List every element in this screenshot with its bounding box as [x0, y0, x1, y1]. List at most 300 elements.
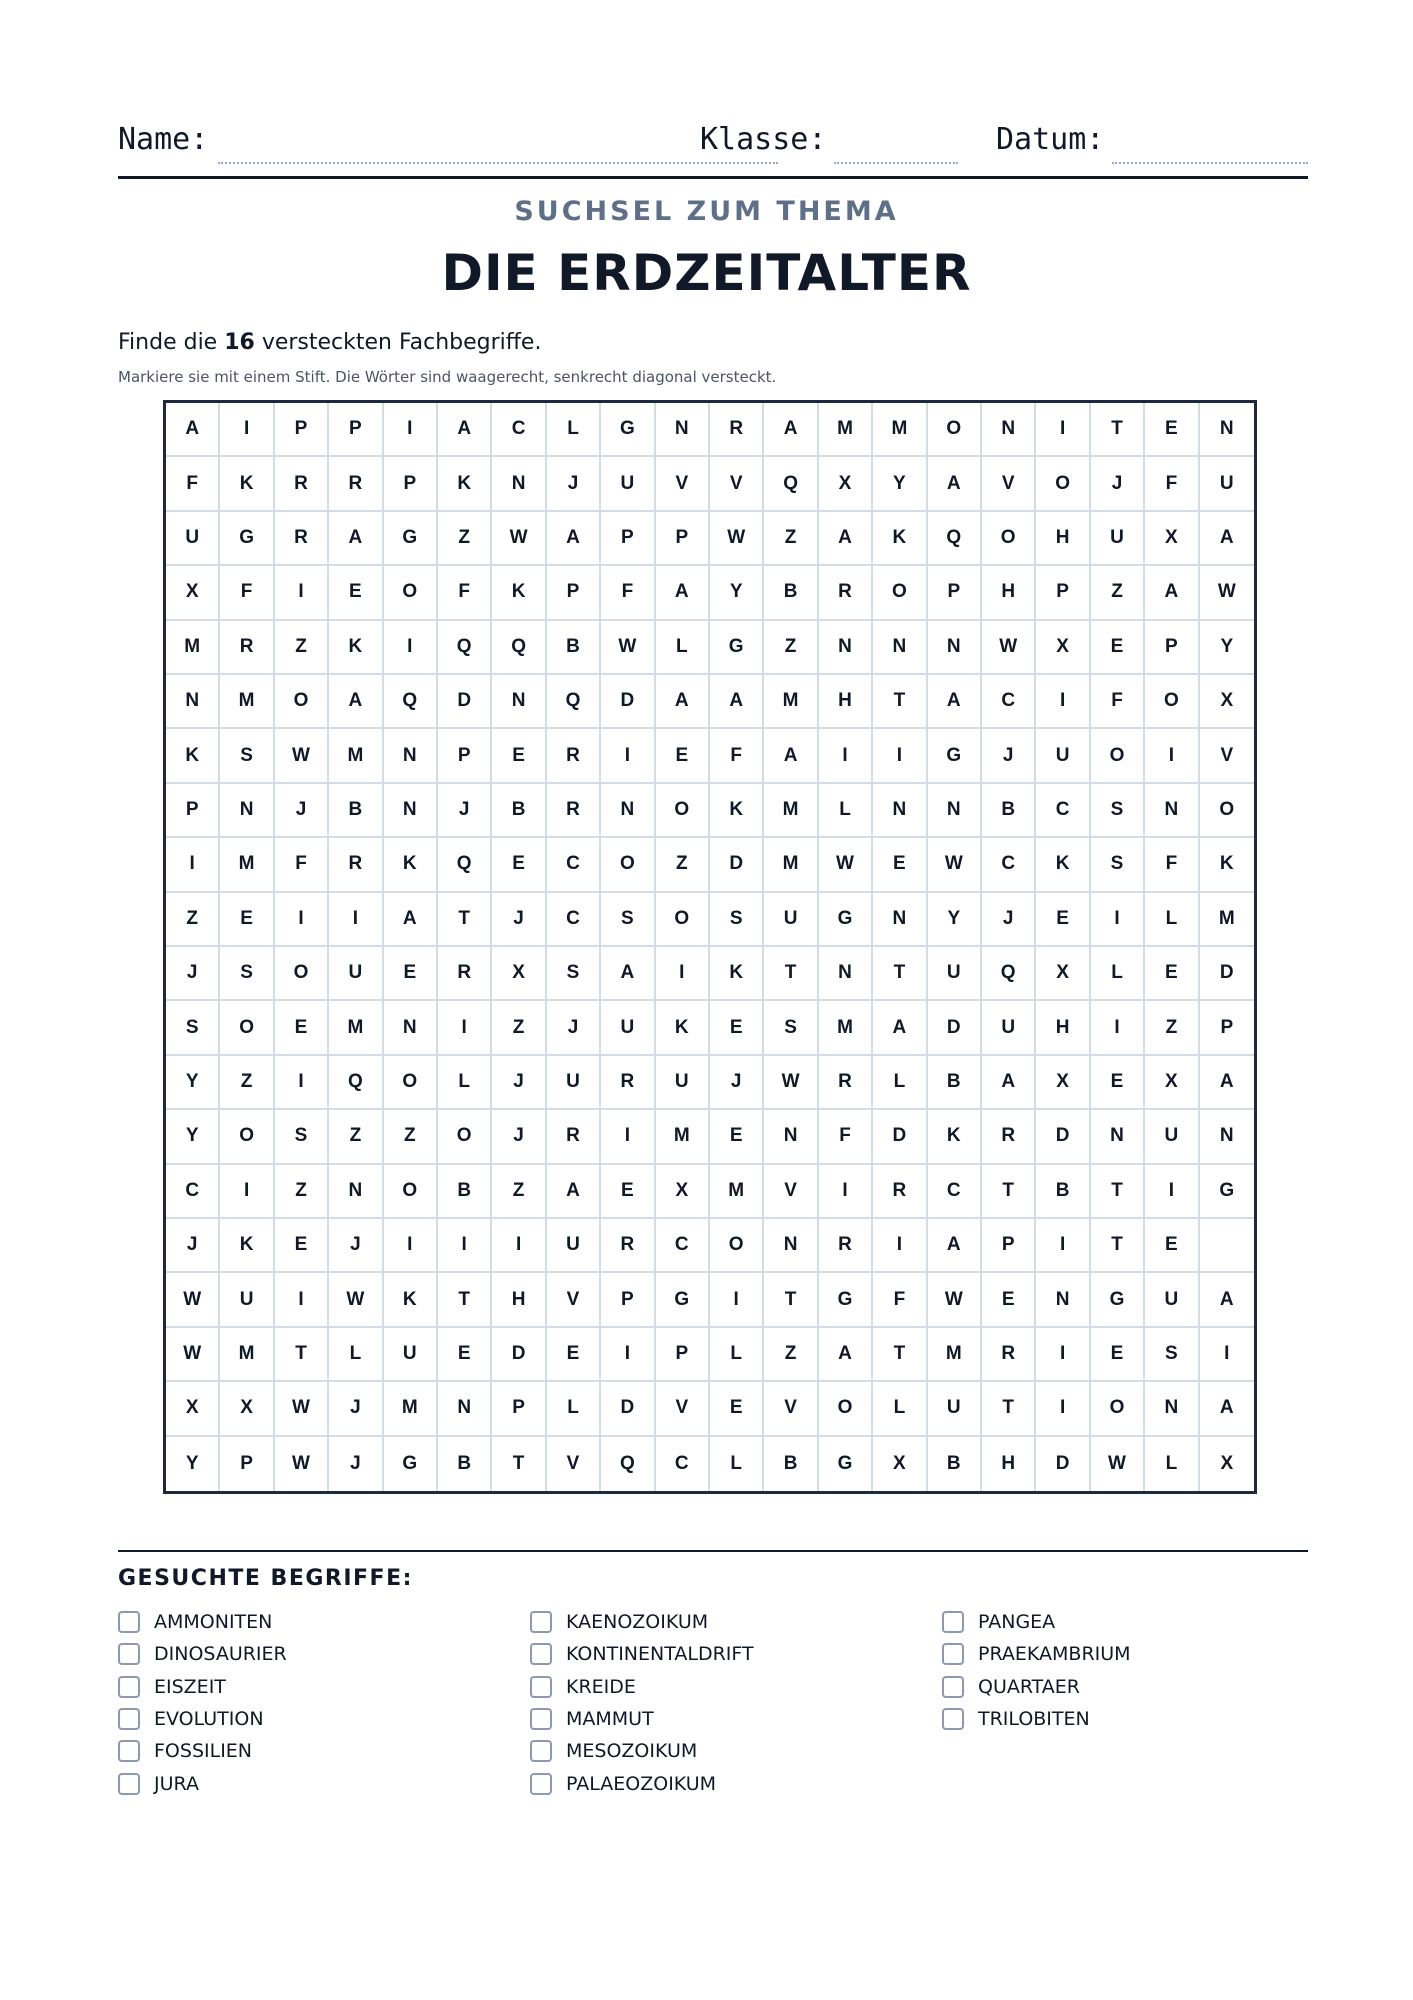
grid-cell[interactable]: G	[1091, 1273, 1145, 1327]
grid-cell[interactable]: J	[492, 1110, 546, 1164]
grid-cell[interactable]: O	[384, 1165, 438, 1219]
grid-cell[interactable]: N	[1145, 1382, 1199, 1436]
grid-cell[interactable]: J	[438, 784, 492, 838]
grid-cell[interactable]: N	[1145, 784, 1199, 838]
grid-cell[interactable]: D	[1200, 947, 1254, 1001]
grid-cell[interactable]: K	[710, 947, 764, 1001]
grid-cell[interactable]: S	[220, 729, 274, 783]
grid-cell[interactable]: Q	[982, 947, 1036, 1001]
grid-cell[interactable]: O	[1091, 1382, 1145, 1436]
grid-cell[interactable]: I	[384, 621, 438, 675]
grid-cell[interactable]: O	[1145, 675, 1199, 729]
grid-cell[interactable]: S	[166, 1001, 220, 1055]
grid-cell[interactable]: U	[547, 1056, 601, 1110]
grid-cell[interactable]: L	[438, 1056, 492, 1110]
grid-cell[interactable]: O	[384, 1056, 438, 1110]
grid-cell[interactable]: Q	[764, 457, 818, 511]
grid-cell[interactable]: X	[1220, 1452, 1234, 1474]
grid-cell[interactable]: L	[1145, 893, 1199, 947]
grid-cell[interactable]: A	[329, 512, 383, 566]
grid-cell[interactable]: U	[547, 1219, 601, 1273]
grid-cell[interactable]: E	[384, 947, 438, 1001]
grid-cell[interactable]: R	[329, 457, 383, 511]
grid-cell[interactable]: A	[547, 512, 601, 566]
grid-cell[interactable]: Q	[601, 1437, 655, 1491]
grid-cell[interactable]: V	[547, 1437, 601, 1491]
grid-cell[interactable]: P	[492, 1382, 546, 1436]
grid-cell[interactable]: B	[547, 621, 601, 675]
grid-cell[interactable]: M	[819, 403, 873, 457]
grid-cell[interactable]: I	[438, 1219, 492, 1273]
grid-cell[interactable]: J	[710, 1056, 764, 1110]
grid-cell[interactable]: E	[1036, 893, 1090, 947]
grid-cell[interactable]: N	[873, 621, 927, 675]
grid-cell[interactable]: W	[928, 1273, 982, 1327]
grid-cell[interactable]: R	[819, 1056, 873, 1110]
grid-cell[interactable]: T	[1091, 1219, 1145, 1273]
grid-cell[interactable]: O	[656, 784, 710, 838]
grid-cell[interactable]: E	[1145, 403, 1199, 457]
grid-cell[interactable]: I	[1036, 403, 1090, 457]
grid-cell[interactable]: Y	[873, 457, 927, 511]
grid-cell[interactable]: F	[166, 457, 220, 511]
grid-cell[interactable]: E	[438, 1328, 492, 1382]
grid-cell[interactable]: G	[819, 1273, 873, 1327]
grid-cell[interactable]: U	[982, 1001, 1036, 1055]
grid-cell[interactable]: F	[873, 1273, 927, 1327]
grid-cell[interactable]: E	[275, 1001, 329, 1055]
grid-cell[interactable]: A	[819, 512, 873, 566]
grid-cell[interactable]: L	[710, 1328, 764, 1382]
grid-cell[interactable]: B	[764, 566, 818, 620]
word-checkbox[interactable]	[118, 1708, 140, 1730]
grid-cell[interactable]: W	[275, 729, 329, 783]
grid-cell[interactable]: N	[873, 893, 927, 947]
word-checkbox[interactable]	[118, 1676, 140, 1698]
grid-cell[interactable]: L	[819, 784, 873, 838]
grid-cell[interactable]: I	[601, 1328, 655, 1382]
grid-cell[interactable]: U	[1145, 1273, 1199, 1327]
grid-cell[interactable]: P	[220, 1437, 274, 1491]
grid-cell[interactable]: L	[547, 1382, 601, 1436]
grid-cell[interactable]: R	[710, 403, 764, 457]
grid-cell[interactable]: N	[220, 784, 274, 838]
grid-cell[interactable]: P	[1200, 1001, 1254, 1055]
grid-cell[interactable]: C	[547, 893, 601, 947]
grid-cell[interactable]: Z	[166, 893, 220, 947]
grid-cell[interactable]: L	[710, 1437, 764, 1491]
grid-cell[interactable]: Z	[438, 512, 492, 566]
grid-cell[interactable]: N	[329, 1165, 383, 1219]
grid-cell[interactable]: W	[1091, 1437, 1145, 1491]
grid-cell[interactable]: G	[928, 729, 982, 783]
grid-cell[interactable]: U	[601, 457, 655, 511]
grid-cell[interactable]: X	[819, 457, 873, 511]
word-checkbox[interactable]	[530, 1611, 552, 1633]
grid-cell[interactable]: I	[1145, 1165, 1199, 1219]
grid-cell[interactable]: W	[819, 838, 873, 892]
grid-cell[interactable]: T	[764, 1273, 818, 1327]
grid-cell[interactable]: J	[275, 784, 329, 838]
grid-cell[interactable]: O	[220, 1110, 274, 1164]
word-search-grid[interactable]	[163, 400, 1257, 1494]
grid-cell[interactable]: F	[1145, 838, 1199, 892]
grid-cell[interactable]: O	[275, 947, 329, 1001]
grid-cell[interactable]: V	[764, 1165, 818, 1219]
grid-cell[interactable]: Y	[166, 1437, 220, 1491]
grid-cell[interactable]: T	[1091, 1165, 1145, 1219]
grid-cell[interactable]: I	[601, 729, 655, 783]
grid-cell[interactable]: C	[656, 1437, 710, 1491]
grid-cell[interactable]: T	[438, 1273, 492, 1327]
grid-cell[interactable]: T	[438, 893, 492, 947]
grid-cell[interactable]: N	[384, 729, 438, 783]
grid-cell[interactable]: O	[220, 1001, 274, 1055]
grid-cell[interactable]: V	[656, 457, 710, 511]
grid-cell[interactable]: C	[166, 1165, 220, 1219]
grid-cell[interactable]: E	[601, 1165, 655, 1219]
grid-cell[interactable]: A	[764, 403, 818, 457]
grid-cell[interactable]: E	[1145, 947, 1199, 1001]
grid-cell[interactable]: N	[492, 675, 546, 729]
grid-cell[interactable]: G	[384, 1437, 438, 1491]
grid-cell[interactable]: M	[329, 729, 383, 783]
grid-cell[interactable]: W	[601, 621, 655, 675]
grid-cell[interactable]: B	[928, 1437, 982, 1491]
grid-cell[interactable]: Z	[275, 621, 329, 675]
grid-cell[interactable]: Y	[710, 566, 764, 620]
word-checkbox[interactable]	[530, 1676, 552, 1698]
grid-cell[interactable]: A	[166, 403, 220, 457]
grid-cell[interactable]: X	[656, 1165, 710, 1219]
grid-cell[interactable]: I	[601, 1110, 655, 1164]
grid-cell[interactable]: P	[166, 784, 220, 838]
grid-cell[interactable]: A	[1200, 512, 1254, 566]
date-field[interactable]	[1112, 162, 1308, 164]
grid-cell[interactable]: M	[764, 784, 818, 838]
grid-cell[interactable]: M	[329, 1001, 383, 1055]
grid-cell[interactable]: I	[1036, 675, 1090, 729]
grid-cell[interactable]: N	[819, 621, 873, 675]
grid-cell[interactable]: M	[384, 1382, 438, 1436]
grid-cell[interactable]: R	[601, 1219, 655, 1273]
class-field[interactable]	[834, 162, 958, 164]
grid-cell[interactable]: G	[819, 1437, 873, 1491]
word-checkbox[interactable]	[118, 1740, 140, 1762]
grid-cell[interactable]: C	[982, 838, 1036, 892]
grid-cell[interactable]: X	[873, 1437, 927, 1491]
grid-cell[interactable]: U	[601, 1001, 655, 1055]
grid-cell[interactable]	[1200, 1219, 1254, 1273]
grid-cell[interactable]: R	[819, 566, 873, 620]
grid-cell[interactable]: T	[764, 947, 818, 1001]
grid-cell[interactable]: A	[1200, 1382, 1254, 1436]
grid-cell[interactable]: I	[275, 1273, 329, 1327]
grid-cell[interactable]: B	[329, 784, 383, 838]
grid-cell[interactable]: W	[492, 512, 546, 566]
grid-cell[interactable]: N	[819, 947, 873, 1001]
grid-cell[interactable]: T	[1091, 403, 1145, 457]
grid-cell[interactable]: A	[656, 566, 710, 620]
grid-cell[interactable]: A	[873, 1001, 927, 1055]
grid-cell[interactable]: R	[329, 838, 383, 892]
grid-cell[interactable]: H	[982, 566, 1036, 620]
grid-cell[interactable]: A	[329, 675, 383, 729]
grid-cell[interactable]: N	[764, 1219, 818, 1273]
grid-cell[interactable]: F	[275, 838, 329, 892]
grid-cell[interactable]: P	[982, 1219, 1036, 1273]
grid-cell[interactable]: D	[1036, 1437, 1090, 1491]
grid-cell[interactable]: K	[873, 512, 927, 566]
grid-cell[interactable]: Z	[764, 1328, 818, 1382]
grid-cell[interactable]: N	[438, 1382, 492, 1436]
grid-cell[interactable]: T	[492, 1437, 546, 1491]
grid-cell[interactable]: E	[982, 1273, 1036, 1327]
grid-cell[interactable]: H	[492, 1273, 546, 1327]
grid-cell[interactable]: U	[1036, 729, 1090, 783]
grid-cell[interactable]: B	[492, 784, 546, 838]
grid-cell[interactable]: N	[873, 784, 927, 838]
grid-cell[interactable]: N	[492, 457, 546, 511]
grid-cell[interactable]: N	[764, 1110, 818, 1164]
grid-cell[interactable]: I	[1200, 1328, 1254, 1382]
grid-cell[interactable]: B	[438, 1437, 492, 1491]
grid-cell[interactable]: A	[1200, 1273, 1254, 1327]
grid-cell[interactable]: Z	[492, 1165, 546, 1219]
grid-cell[interactable]: U	[220, 1273, 274, 1327]
grid-cell[interactable]: L	[1145, 1437, 1199, 1491]
grid-cell[interactable]: C	[928, 1165, 982, 1219]
grid-cell[interactable]: Y	[166, 1056, 220, 1110]
grid-cell[interactable]: M	[764, 675, 818, 729]
grid-cell[interactable]: S	[220, 947, 274, 1001]
grid-cell[interactable]: A	[1200, 1056, 1254, 1110]
grid-cell[interactable]: R	[547, 1110, 601, 1164]
grid-cell[interactable]: R	[275, 457, 329, 511]
grid-cell[interactable]: P	[1145, 621, 1199, 675]
grid-cell[interactable]: V	[764, 1382, 818, 1436]
grid-cell[interactable]: X	[1036, 621, 1090, 675]
grid-cell[interactable]: W	[329, 1273, 383, 1327]
grid-cell[interactable]: N	[1200, 1110, 1254, 1164]
grid-cell[interactable]: J	[329, 1437, 383, 1491]
grid-cell[interactable]: M	[764, 838, 818, 892]
grid-cell[interactable]: I	[166, 838, 220, 892]
grid-cell[interactable]: H	[1036, 1001, 1090, 1055]
grid-cell[interactable]: N	[1036, 1273, 1090, 1327]
grid-cell[interactable]: D	[873, 1110, 927, 1164]
grid-cell[interactable]: F	[601, 566, 655, 620]
grid-cell[interactable]: S	[1091, 784, 1145, 838]
grid-cell[interactable]: U	[764, 893, 818, 947]
grid-cell[interactable]: D	[710, 838, 764, 892]
grid-cell[interactable]: B	[982, 784, 1036, 838]
grid-cell[interactable]: C	[547, 838, 601, 892]
grid-cell[interactable]: A	[982, 1056, 1036, 1110]
grid-cell[interactable]: C	[982, 675, 1036, 729]
grid-cell[interactable]: B	[928, 1056, 982, 1110]
grid-cell[interactable]: R	[438, 947, 492, 1001]
grid-cell[interactable]: I	[1091, 1001, 1145, 1055]
grid-cell[interactable]: F	[438, 566, 492, 620]
grid-cell[interactable]: I	[1036, 1382, 1090, 1436]
grid-cell[interactable]: I	[275, 1056, 329, 1110]
word-checkbox[interactable]	[530, 1708, 552, 1730]
grid-cell[interactable]: G	[220, 512, 274, 566]
grid-cell[interactable]: D	[438, 675, 492, 729]
grid-cell[interactable]: E	[710, 1382, 764, 1436]
word-checkbox[interactable]	[942, 1611, 964, 1633]
grid-cell[interactable]: M	[220, 838, 274, 892]
grid-cell[interactable]: Z	[275, 1165, 329, 1219]
grid-cell[interactable]: K	[220, 1219, 274, 1273]
grid-cell[interactable]: T	[982, 1165, 1036, 1219]
grid-cell[interactable]: G	[819, 893, 873, 947]
grid-cell[interactable]: K	[1036, 838, 1090, 892]
grid-cell[interactable]: I	[1036, 1219, 1090, 1273]
grid-cell[interactable]: P	[656, 512, 710, 566]
grid-cell[interactable]: U	[1145, 1110, 1199, 1164]
grid-cell[interactable]: I	[819, 1165, 873, 1219]
grid-cell[interactable]: O	[873, 566, 927, 620]
grid-cell[interactable]: O	[438, 1110, 492, 1164]
grid-cell[interactable]: B	[438, 1165, 492, 1219]
grid-cell[interactable]: S	[764, 1001, 818, 1055]
grid-cell[interactable]: N	[928, 621, 982, 675]
grid-cell[interactable]: I	[873, 729, 927, 783]
grid-cell[interactable]: M	[819, 1001, 873, 1055]
grid-cell[interactable]: C	[492, 403, 546, 457]
grid-cell[interactable]: R	[819, 1219, 873, 1273]
grid-cell[interactable]: D	[601, 1382, 655, 1436]
grid-cell[interactable]: U	[1200, 457, 1254, 511]
grid-cell[interactable]: R	[873, 1165, 927, 1219]
grid-cell[interactable]: T	[275, 1328, 329, 1382]
grid-cell[interactable]: G	[1200, 1165, 1254, 1219]
grid-cell[interactable]: D	[601, 675, 655, 729]
grid-cell[interactable]: I	[275, 893, 329, 947]
grid-cell[interactable]: U	[329, 947, 383, 1001]
grid-cell[interactable]: X	[166, 566, 220, 620]
grid-cell[interactable]: T	[873, 947, 927, 1001]
grid-cell[interactable]: N	[1091, 1110, 1145, 1164]
word-checkbox[interactable]	[530, 1643, 552, 1665]
grid-cell[interactable]: N	[656, 403, 710, 457]
grid-cell[interactable]: S	[710, 893, 764, 947]
grid-cell[interactable]: I	[384, 1219, 438, 1273]
grid-cell[interactable]: M	[928, 1328, 982, 1382]
grid-cell[interactable]: W	[710, 512, 764, 566]
grid-cell[interactable]: K	[384, 1273, 438, 1327]
grid-cell[interactable]: I	[1145, 729, 1199, 783]
grid-cell[interactable]: Z	[1091, 566, 1145, 620]
grid-cell[interactable]: E	[275, 1219, 329, 1273]
grid-cell[interactable]: Q	[438, 838, 492, 892]
grid-cell[interactable]: I	[656, 947, 710, 1001]
grid-cell[interactable]: F	[1091, 675, 1145, 729]
grid-cell[interactable]: V	[710, 457, 764, 511]
grid-cell[interactable]: W	[764, 1056, 818, 1110]
word-checkbox[interactable]	[942, 1708, 964, 1730]
grid-cell[interactable]: U	[1091, 512, 1145, 566]
grid-cell[interactable]: X	[1145, 512, 1199, 566]
word-checkbox[interactable]	[530, 1740, 552, 1762]
grid-cell[interactable]: J	[329, 1382, 383, 1436]
grid-cell[interactable]: W	[1200, 566, 1254, 620]
grid-cell[interactable]: F	[819, 1110, 873, 1164]
grid-cell[interactable]: I	[220, 1165, 274, 1219]
grid-cell[interactable]: L	[873, 1056, 927, 1110]
grid-cell[interactable]: Q	[928, 512, 982, 566]
grid-cell[interactable]: R	[275, 512, 329, 566]
grid-cell[interactable]: X	[166, 1382, 220, 1436]
grid-cell[interactable]: A	[601, 947, 655, 1001]
grid-cell[interactable]: P	[438, 729, 492, 783]
grid-cell[interactable]: A	[547, 1165, 601, 1219]
grid-cell[interactable]: O	[1091, 729, 1145, 783]
word-checkbox[interactable]	[118, 1611, 140, 1633]
grid-cell[interactable]: Z	[764, 512, 818, 566]
grid-cell[interactable]: R	[547, 729, 601, 783]
grid-cell[interactable]: K	[438, 457, 492, 511]
grid-cell[interactable]: K	[166, 729, 220, 783]
grid-cell[interactable]: H	[819, 675, 873, 729]
grid-cell[interactable]: X	[1200, 675, 1254, 729]
grid-cell[interactable]: P	[329, 403, 383, 457]
grid-cell[interactable]: K	[1200, 838, 1254, 892]
grid-cell[interactable]: J	[547, 457, 601, 511]
grid-cell[interactable]: O	[982, 512, 1036, 566]
grid-cell[interactable]: N	[928, 784, 982, 838]
grid-cell[interactable]: E	[873, 838, 927, 892]
grid-cell[interactable]: A	[438, 403, 492, 457]
grid-cell[interactable]: R	[982, 1328, 1036, 1382]
grid-cell[interactable]: P	[928, 566, 982, 620]
grid-cell[interactable]: W	[166, 1328, 220, 1382]
grid-cell[interactable]: E	[220, 893, 274, 947]
grid-cell[interactable]: I	[710, 1273, 764, 1327]
grid-cell[interactable]: A	[928, 1219, 982, 1273]
grid-cell[interactable]: S	[1145, 1328, 1199, 1382]
grid-cell[interactable]: A	[710, 675, 764, 729]
grid-cell[interactable]: I	[819, 729, 873, 783]
grid-cell[interactable]: W	[982, 621, 1036, 675]
grid-cell[interactable]: P	[601, 1273, 655, 1327]
grid-cell[interactable]: E	[710, 1001, 764, 1055]
grid-cell[interactable]: X	[1145, 1056, 1199, 1110]
grid-cell[interactable]: E	[656, 729, 710, 783]
grid-cell[interactable]: V	[656, 1382, 710, 1436]
grid-cell[interactable]: Z	[764, 621, 818, 675]
grid-cell[interactable]: I	[1036, 1328, 1090, 1382]
grid-cell[interactable]: M	[873, 403, 927, 457]
grid-cell[interactable]: T	[873, 675, 927, 729]
grid-cell[interactable]: M	[710, 1165, 764, 1219]
grid-cell[interactable]: O	[819, 1382, 873, 1436]
grid-cell[interactable]: F	[1145, 457, 1199, 511]
grid-cell[interactable]: U	[656, 1056, 710, 1110]
grid-cell[interactable]: I	[220, 403, 274, 457]
grid-cell[interactable]: L	[873, 1382, 927, 1436]
grid-cell[interactable]: A	[656, 675, 710, 729]
grid-cell[interactable]: N	[982, 403, 1036, 457]
word-checkbox[interactable]	[118, 1643, 140, 1665]
grid-cell[interactable]: E	[1091, 1328, 1145, 1382]
grid-cell[interactable]: G	[384, 512, 438, 566]
grid-cell[interactable]: H	[1036, 512, 1090, 566]
grid-cell[interactable]: Q	[384, 675, 438, 729]
grid-cell[interactable]: Z	[656, 838, 710, 892]
